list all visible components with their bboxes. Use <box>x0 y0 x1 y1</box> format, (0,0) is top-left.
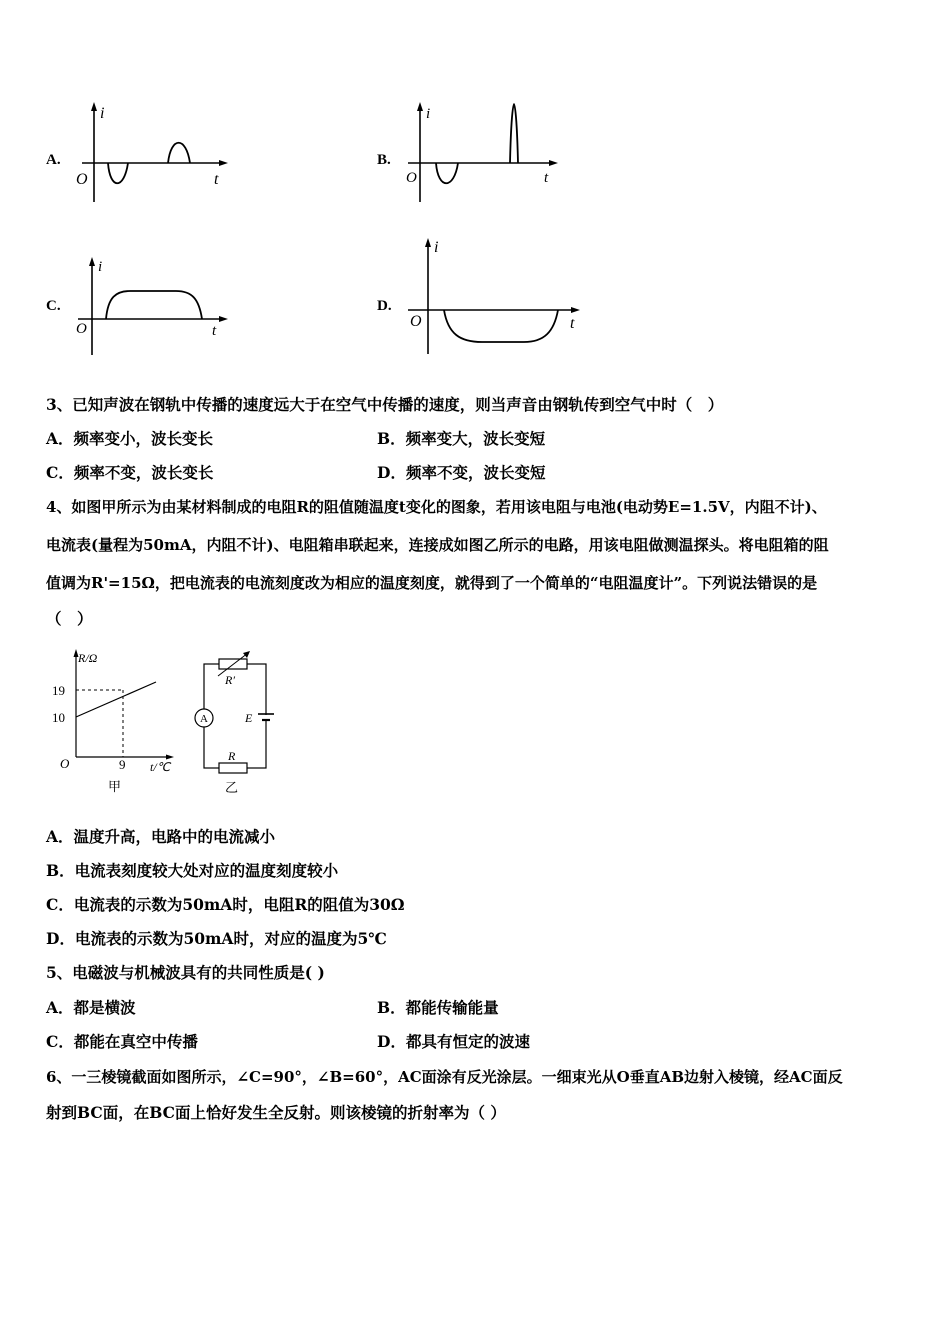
graph-a-label: A. <box>46 152 61 168</box>
q4-line-4: （ ） <box>46 609 93 628</box>
q3-option-a[interactable]: A．频率变小，波长变长 <box>46 429 214 448</box>
q6-line-1: 6、一三棱镜截面如图所示，∠C=90°，∠B=60°，AC面涂有反光涂层。一细束光从O垂直AB边射入棱镜，经AC面反 <box>46 1068 843 1086</box>
graph-c-i: i <box>98 259 103 275</box>
q4-line-1: 4、如图甲所示为由某材料制成的电阻R的阻值随温度t变化的图象，若用该电阻与电池(电动势E=1.5V，内阻不计)、 <box>46 498 827 516</box>
jia-10: 10 <box>52 710 65 725</box>
jia-origin: O <box>60 756 70 771</box>
q5-option-a[interactable]: A．都是横波 <box>46 998 136 1017</box>
q5-stem: 5、电磁波与机械波具有的共同性质是( ) <box>46 963 325 982</box>
graph-b-label: B. <box>377 152 391 168</box>
graph-a-i: i <box>100 105 105 122</box>
graph-d-label: D. <box>377 298 392 314</box>
jia-xlabel: t/℃ <box>150 760 171 774</box>
yi-caption: 乙 <box>225 780 239 795</box>
graph-b-t: t <box>544 170 549 186</box>
q3-option-b[interactable]: B．频率变大，波长变短 <box>377 429 546 448</box>
q3-option-d[interactable]: D．频率不变，波长变短 <box>377 463 546 482</box>
graph-d-i: i <box>434 239 439 256</box>
graph-b-i: i <box>426 106 431 122</box>
q4-option-a[interactable]: A．温度升高，电路中的电流减小 <box>46 827 276 846</box>
q5-option-b[interactable]: B．都能传输能量 <box>377 998 499 1017</box>
q4-option-b[interactable]: B．电流表刻度较大处对应的温度刻度较小 <box>46 861 339 880</box>
q4-option-d[interactable]: D．电流表的示数为50mA时，对应的温度为5℃ <box>46 929 387 948</box>
graph-c-t: t <box>212 323 217 339</box>
graph-d <box>402 236 592 358</box>
graph-c-label: C. <box>46 298 61 314</box>
graph-b <box>402 100 572 210</box>
yi-r: R <box>228 749 236 763</box>
jia-9: 9 <box>119 757 126 772</box>
q5-option-c[interactable]: C．都能在真空中传播 <box>46 1032 198 1051</box>
graph-a-o: O <box>76 171 88 188</box>
q3-option-c[interactable]: C．频率不变，波长变长 <box>46 463 214 482</box>
figure-yi <box>188 650 288 798</box>
jia-caption: 甲 <box>108 779 122 794</box>
graph-c <box>72 255 242 360</box>
graph-a <box>72 100 242 210</box>
q5-option-d[interactable]: D．都具有恒定的波速 <box>377 1032 530 1051</box>
graph-c-o: O <box>76 321 87 337</box>
graph-d-t: t <box>570 315 575 332</box>
yi-ammeter: A <box>200 713 208 725</box>
graph-a-t: t <box>214 171 219 188</box>
yi-rprime: R′ <box>225 673 235 687</box>
graph-d-o: O <box>410 313 422 330</box>
jia-19: 19 <box>52 683 65 698</box>
q6-line-2: 射到BC面，在BC面上恰好发生全反射。则该棱镜的折射率为（ ） <box>46 1103 506 1122</box>
figure-jia <box>46 645 186 797</box>
yi-emf: E <box>245 711 253 725</box>
q4-line-3: 值调为R'=15Ω，把电流表的电流刻度改为相应的温度刻度，就得到了一个简单的“电阻温度计”。下列说法错误的是 <box>46 574 818 592</box>
jia-ylabel: R/Ω <box>78 651 98 665</box>
graph-b-o: O <box>406 170 417 186</box>
q3-stem: 3、已知声波在钢轨中传播的速度远大于在空气中传播的速度，则当声音由钢轨传到空气中时（ ） <box>46 395 724 414</box>
q4-option-c[interactable]: C．电流表的示数为50mA时，电阻R的阻值为30Ω <box>46 895 405 914</box>
q4-line-2: 电流表(量程为50mA，内阻不计)、电阻箱串联起来，连接成如图乙所示的电路，用该电阻做测温探头。将电阻箱的阻 <box>46 536 829 554</box>
